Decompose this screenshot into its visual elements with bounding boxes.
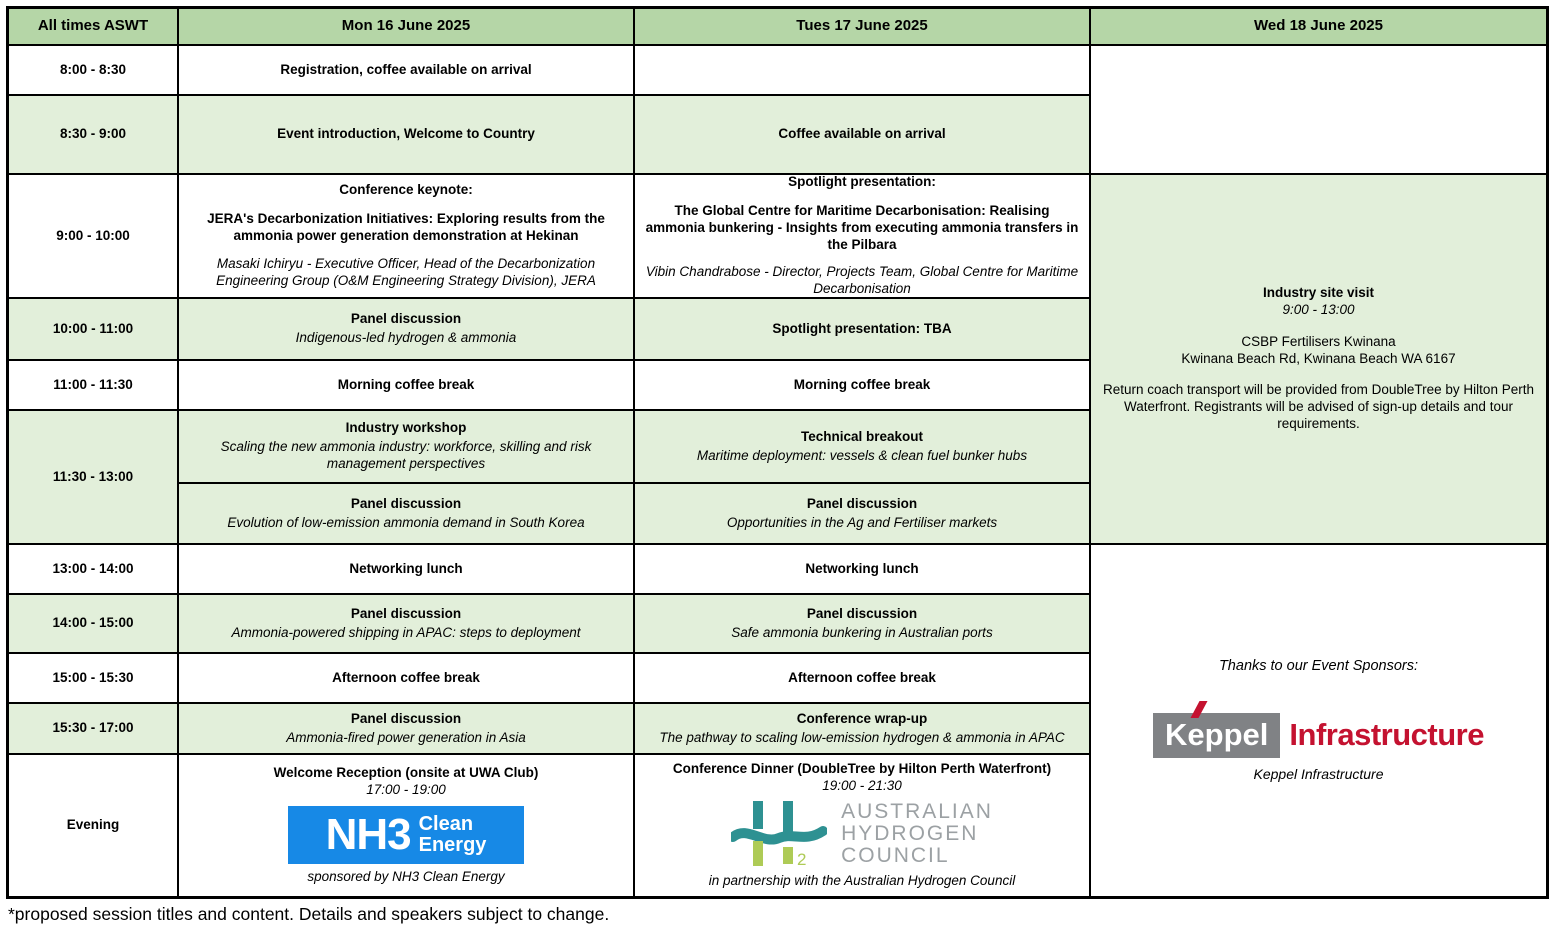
- cell-mon-morning-break: Morning coffee break: [178, 360, 634, 410]
- time-slot-0800: 8:00 - 8:30: [8, 45, 178, 95]
- keppel-accent-icon: [1191, 701, 1208, 718]
- corner-label: All times ASWT: [37, 17, 149, 35]
- conference-schedule-table: [6, 6, 1549, 899]
- welcome-reception-time: 17:00 - 19:00: [366, 782, 446, 798]
- time-slot-1500: 15:00 - 15:30: [8, 653, 178, 703]
- cell-tue-spotlight-tba: Spotlight presentation: TBA: [634, 298, 1090, 360]
- sponsors-thanks-text: Thanks to our Event Sponsors:: [1218, 658, 1419, 675]
- cell-wed-site-visit: [1090, 174, 1547, 544]
- cell-mon-registration: Registration, coffee available on arrival: [178, 45, 634, 95]
- corner-header: [8, 8, 178, 45]
- wednesday-header: [1090, 8, 1547, 45]
- cell-mon-afternoon-break: Afternoon coffee break: [178, 653, 634, 703]
- cell-tue-technical-breakout: Technical breakout Maritime deployment: vessels & clean fuel bunker hubs: [634, 410, 1090, 483]
- time-slot-0830: 8:30 - 9:00: [8, 95, 178, 174]
- cell-wed-sponsors: [1090, 544, 1547, 897]
- monday-header: [178, 8, 634, 45]
- ahc-h2-mark-icon: [731, 801, 827, 867]
- cell-tue-lunch: Networking lunch: [634, 544, 1090, 594]
- cell-mon-lunch: Networking lunch: [178, 544, 634, 594]
- svg-text:2: 2: [797, 849, 807, 867]
- spotlight-title: The Global Centre for Maritime Decarbonisation: Realising ammonia bunkering - Insights from executing ammonia transfers in the Pilbara: [645, 203, 1079, 252]
- site-visit-venue-address: Kwinana Beach Rd, Kwinana Beach WA 6167: [1181, 350, 1456, 366]
- spotlight-speaker: Vibin Chandrabose - Director, Projects Team, Global Centre for Maritime Decarbonisation: [645, 263, 1079, 296]
- site-visit-venue-name: CSBP Fertilisers Kwinana: [1241, 333, 1396, 349]
- keppel-caption: Keppel Infrastructure: [1253, 766, 1384, 783]
- cell-tue-panel-ag: Panel discussion Opportunities in the Ag and Fertiliser markets: [634, 483, 1090, 544]
- cell-mon-keynote: [178, 174, 634, 298]
- cell-mon-introduction: Event introduction, Welcome to Country: [178, 95, 634, 174]
- wednesday-header-label: Wed 18 June 2025: [1254, 17, 1383, 35]
- time-slot-1530: 15:30 - 17:00: [8, 703, 178, 754]
- cell-tue-early-empty: [634, 45, 1090, 95]
- time-slot-evening: Evening: [8, 754, 178, 897]
- monday-header-label: Mon 16 June 2025: [341, 17, 471, 35]
- cell-tue-evening: [634, 754, 1090, 897]
- tuesday-header-label: Tues 17 June 2025: [796, 17, 928, 35]
- welcome-reception-title: Welcome Reception (onsite at UWA Club): [273, 765, 539, 781]
- cell-mon-panel-shipping: Panel discussion Ammonia-powered shipping in APAC: steps to deployment: [178, 594, 634, 653]
- keynote-label: Conference keynote:: [339, 181, 473, 197]
- cell-mon-industry-workshop: Industry workshop Scaling the new ammonia industry: workforce, skilling and risk management perspectives: [178, 410, 634, 483]
- conference-dinner-time: 19:00 - 21:30: [822, 777, 902, 793]
- site-visit-title: Industry site visit: [1262, 284, 1375, 300]
- cell-mon-evening: [178, 754, 634, 897]
- cell-tue-wrapup: Conference wrap-up The pathway to scaling low-emission hydrogen & ammonia in APAC: [634, 703, 1090, 754]
- cell-tue-morning-break: Morning coffee break: [634, 360, 1090, 410]
- site-visit-note: Return coach transport will be provided from DoubleTree by Hilton Perth Waterfront. Registrants will be advised of sign-up details and tour requirements.: [1103, 382, 1534, 432]
- cell-mon-panel-power: Panel discussion Ammonia-fired power generation in Asia: [178, 703, 634, 754]
- time-slot-1130: 11:30 - 13:00: [8, 410, 178, 544]
- time-slot-1300: 13:00 - 14:00: [8, 544, 178, 594]
- cell-mon-panel-korea: Panel discussion Evolution of low-emission ammonia demand in South Korea: [178, 483, 634, 544]
- conference-dinner-title: Conference Dinner (DoubleTree by Hilton Perth Waterfront): [672, 761, 1052, 777]
- nh3-sponsor-credit: sponsored by NH3 Clean Energy: [307, 868, 505, 884]
- site-visit-time: 9:00 - 13:00: [1282, 301, 1355, 317]
- keynote-speaker: Masaki Ichiryu - Executive Officer, Head of the Decarbonization Engineering Group (O&M Engineering Strategy Division), JERA: [216, 256, 596, 289]
- nh3-clean-energy-logo: NH3 Clean Energy: [288, 806, 524, 864]
- cell-mon-panel-indigenous: Panel discussion Indigenous-led hydrogen & ammonia: [178, 298, 634, 360]
- time-slot-1100: 11:00 - 11:30: [8, 360, 178, 410]
- spotlight-label: Spotlight presentation:: [788, 174, 936, 190]
- ahc-partnership-credit: in partnership with the Australian Hydrogen Council: [708, 873, 1016, 888]
- time-slot-1000: 10:00 - 11:00: [8, 298, 178, 360]
- cell-tue-panel-bunkering: Panel discussion Safe ammonia bunkering in Australian ports: [634, 594, 1090, 653]
- cell-tue-afternoon-break: Afternoon coffee break: [634, 653, 1090, 703]
- australian-hydrogen-council-logo: 2 AUSTRALIAN HYDROGEN COUNCIL: [731, 801, 993, 867]
- time-slot-0900: 9:00 - 10:00: [8, 174, 178, 298]
- keynote-title: JERA's Decarbonization Initiatives: Exploring results from the ammonia power generation demonstration at Hekinan: [207, 210, 605, 243]
- cell-tue-spotlight: [634, 174, 1090, 298]
- footer-disclaimer: *proposed session titles and content. Details and speakers subject to change.: [8, 904, 610, 924]
- time-slot-1400: 14:00 - 15:00: [8, 594, 178, 653]
- cell-wed-early-empty: [1090, 45, 1547, 174]
- cell-tue-coffee-arrival: Coffee available on arrival: [634, 95, 1090, 174]
- keppel-infrastructure-logo: Keppel Infrastructure: [1153, 713, 1484, 758]
- tuesday-header: [634, 8, 1090, 45]
